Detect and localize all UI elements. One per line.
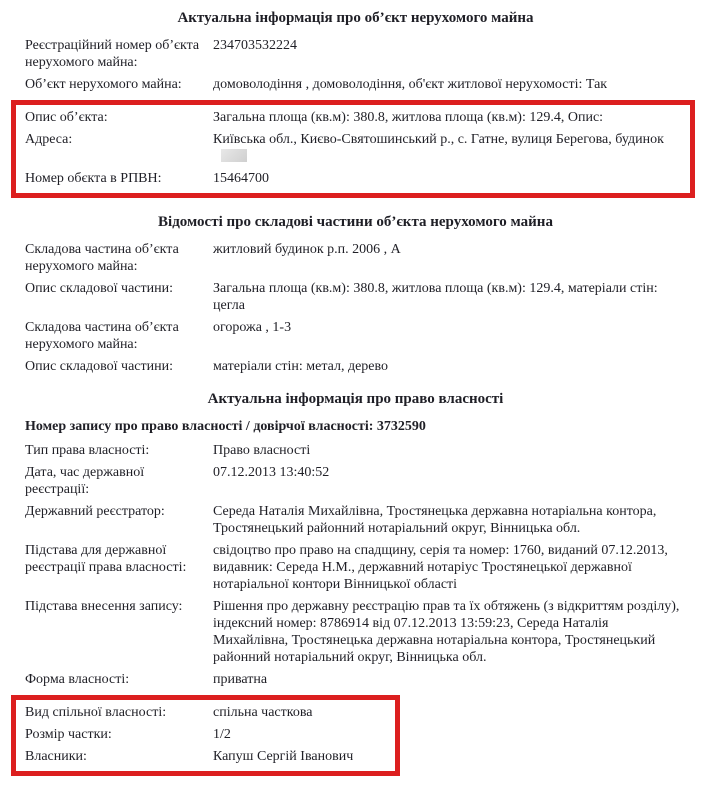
field-row-share-size: [25, 726, 391, 743]
field-value: 07.12.2013 13:40:52: [213, 465, 330, 480]
field-row-registration-basis: [25, 542, 686, 593]
highlight-box-object-details: [11, 100, 695, 198]
field-label: Опис складової частини:: [25, 359, 174, 374]
section-title-object-info: Актуальна інформація про об’єкт нерухомого майна: [177, 10, 534, 26]
field-row-component-2: [25, 319, 686, 353]
field-label: Номер обєкта в РПВН:: [25, 171, 162, 186]
field-label: Складова частина об’єкта нерухомого майна:: [25, 242, 179, 274]
field-label: Опис складової частини:: [25, 281, 174, 296]
field-label: Підстава внесення запису:: [25, 599, 183, 614]
field-value: приватна: [213, 672, 268, 687]
field-label: Дата, час державної реєстрації:: [25, 465, 145, 497]
field-row-shared-ownership-kind: [25, 704, 391, 721]
field-value: домоволодіння , домоволодіння, об'єкт житлової нерухомості: Так: [213, 77, 608, 92]
field-row-rpvn-number: [25, 170, 686, 187]
field-row-ownership-form: [25, 671, 686, 688]
field-value: Загальна площа (кв.м): 380.8, житлова площа (кв.м): 129.4, Опис:: [213, 110, 604, 125]
field-label: Об’єкт нерухомого майна:: [25, 77, 182, 92]
field-value: житловий будинок р.п. 2006 , А: [213, 242, 401, 257]
field-label: Опис об’єкта:: [25, 110, 108, 125]
section-title-components: Відомості про складові частини об’єкта нерухомого майна: [158, 214, 553, 230]
field-value: свідоцтво про право на спадщину, серія та номер: 1760, виданий 07.12.2013, видавник: Середа Н.М., державний нотаріус Тростянецької державної нотаріальної контори Вінницької області: [213, 543, 668, 592]
field-value: Рішення про державну реєстрацію прав та їх обтяжень (з відкриттям розділу), індексний номер: 8786914 від 07.12.2013 13:59:23, Середа Наталія Михайлівна, Тростянецька державна нотаріальна контора, Тростянецький районний нотаріальний округ, Вінницька обл.: [213, 599, 680, 665]
highlight-box-shared-ownership: [11, 695, 400, 776]
field-row-component-1-description: [25, 280, 686, 314]
field-row-owners: [25, 748, 391, 765]
field-label: Підстава для державної реєстрації права власності:: [25, 543, 187, 575]
ownership-record-number: Номер запису про право власності / довірчої власності: 3732590: [25, 419, 426, 434]
field-value: 1/2: [213, 727, 231, 742]
field-value: огорожа , 1-3: [213, 320, 292, 335]
field-label: Власники:: [25, 749, 87, 764]
field-value: [213, 131, 686, 165]
field-row-object-description: [25, 109, 686, 126]
field-row-object-type: [25, 76, 686, 93]
field-label: Форма власності:: [25, 672, 130, 687]
field-row-state-registrar: [25, 503, 686, 537]
field-value: 234703532224: [213, 38, 297, 53]
field-value: 15464700: [213, 171, 269, 186]
field-row-registration-datetime: [25, 464, 686, 498]
field-row-component-1: [25, 241, 686, 275]
address-text: Київська обл., Києво-Святошинський р., с. Гатне, вулиця Берегова, будинок: [213, 132, 664, 147]
field-value: спільна часткова: [213, 705, 313, 720]
field-value: Право власності: [213, 443, 311, 458]
field-value: Загальна площа (кв.м): 380.8, житлова площа (кв.м): 129.4, матеріали стін: цегла: [213, 281, 658, 313]
field-label: Розмір частки:: [25, 727, 112, 742]
section-title-ownership: Актуальна інформація про право власності: [207, 391, 504, 407]
field-row-registration-number: [25, 37, 686, 71]
field-row-ownership-type: [25, 442, 686, 459]
field-label: Складова частина об’єкта нерухомого майна:: [25, 320, 179, 352]
field-label: Тип права власності:: [25, 443, 150, 458]
redaction-box: [221, 149, 247, 162]
field-label: Вид спільної власності:: [25, 705, 167, 720]
field-label: Реєстраційний номер об’єкта нерухомого майна:: [25, 38, 200, 70]
field-label: Державний реєстратор:: [25, 504, 165, 519]
field-row-record-entry-basis: [25, 598, 686, 666]
field-value: матеріали стін: метал, дерево: [213, 359, 389, 374]
field-value: Середа Наталія Михайлівна, Тростянецька державна нотаріальна контора, Тростянецький районний нотаріальний округ, Вінницька обл.: [213, 504, 657, 536]
field-value: Капуш Сергій Іванович: [213, 749, 354, 764]
field-row-component-2-description: [25, 358, 686, 375]
field-row-address: [25, 131, 686, 165]
field-label: Адреса:: [25, 132, 73, 147]
